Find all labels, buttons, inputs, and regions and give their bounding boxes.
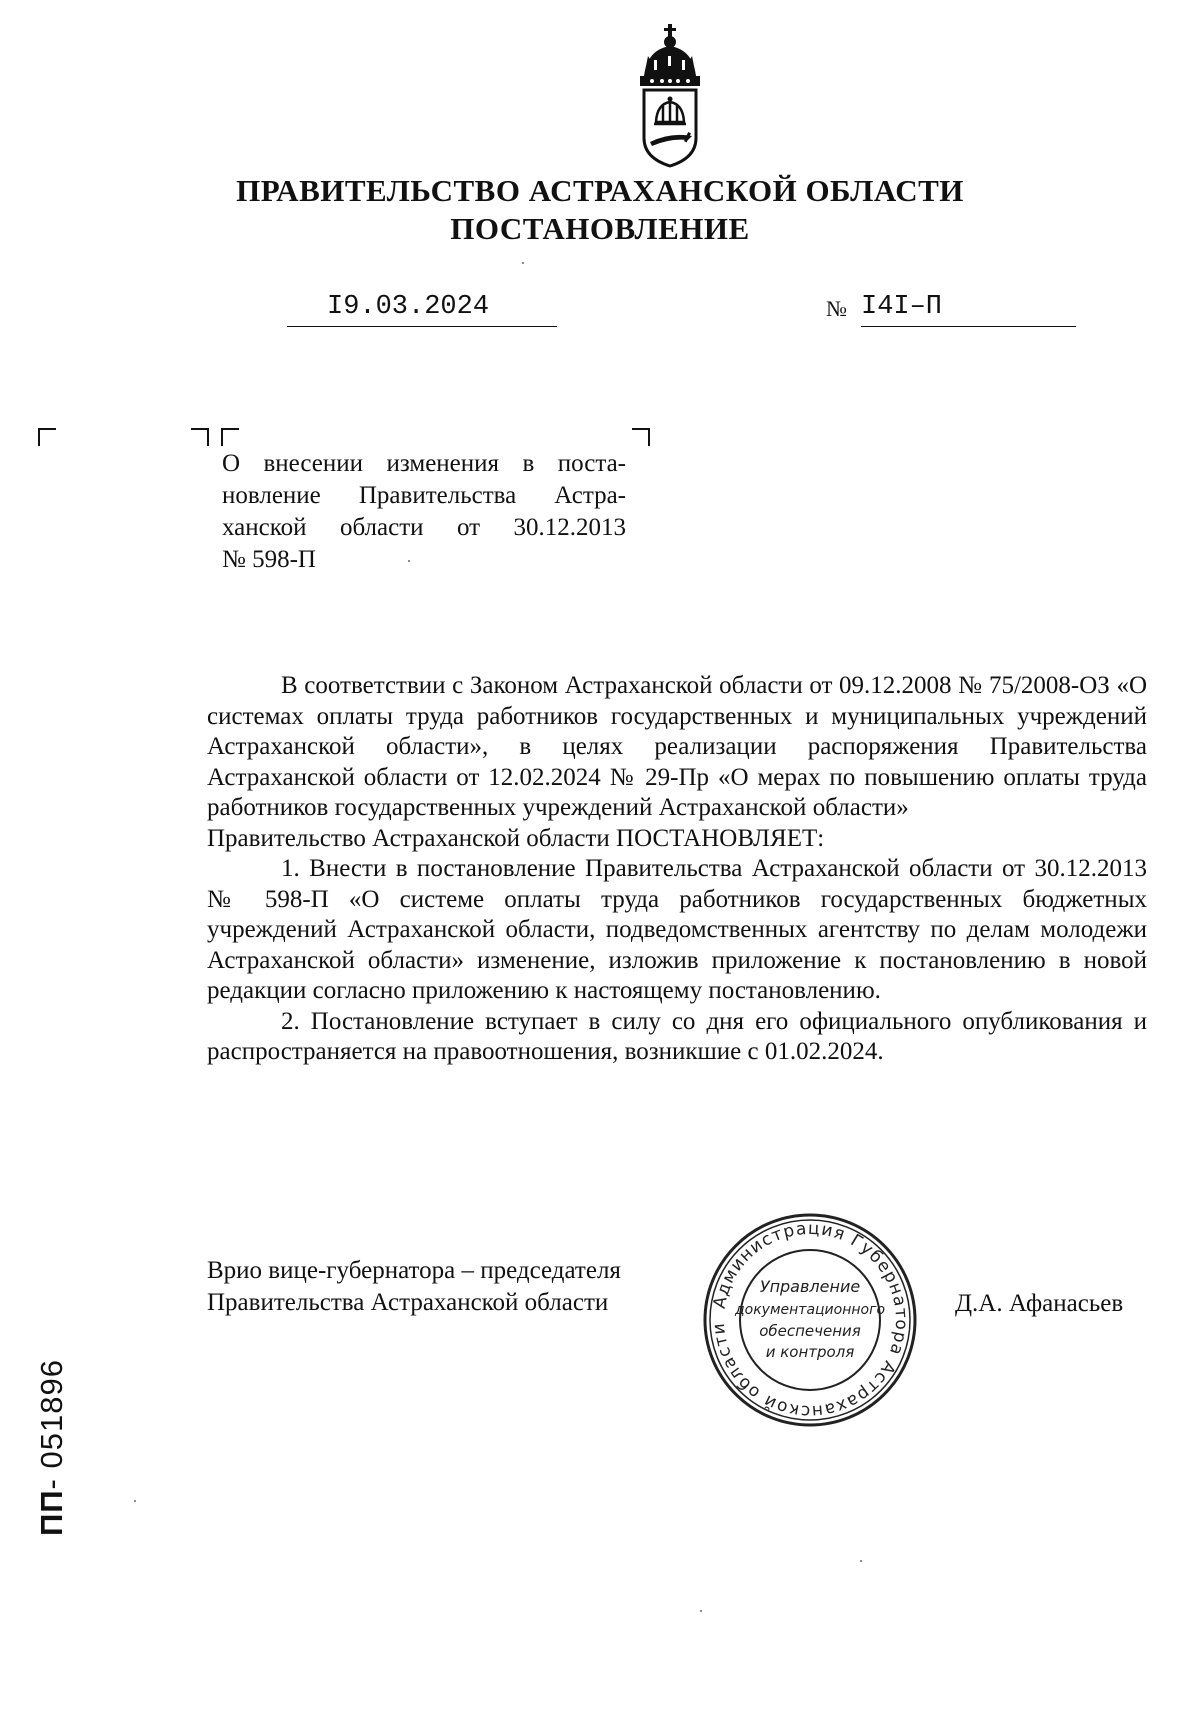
document-number: I4I–П xyxy=(861,292,943,322)
signatory-position xyxy=(207,1255,621,1319)
stamp-inner-line: и контроля xyxy=(765,1343,855,1361)
number-sign: № xyxy=(826,296,847,321)
scan-speck xyxy=(700,1610,702,1612)
preamble-paragraph: В соответствии с Законом Астраханской области от 09.12.2008 № 75/2008-ОЗ «О системах оплаты труда работников государственных и муниципальных учреждений Астраханской области», в целях реализации распоряжения Правительства Астраханской области от 12.02.2024 № 29-Пр «О мерах по повышению оплаты труда работников государственных учреждений Астраханской области» xyxy=(207,672,1147,821)
document-body xyxy=(207,671,1147,1068)
scan-speck xyxy=(408,560,410,562)
org-title: ПРАВИТЕЛЬСТВО АСТРАХАНСКОЙ ОБЛАСТИ xyxy=(236,173,964,208)
stamp-inner-line: Управление xyxy=(759,1277,861,1296)
doc-type-title: ПОСТАНОВЛЕНИЕ xyxy=(450,211,750,246)
stamp-outer-text: Администрация Губернатора Астраханской области xyxy=(708,1218,912,1422)
resolves-line: Правительство Астраханской области ПОСТАНОВЛЯЕТ: xyxy=(207,824,825,852)
registration-number: - 051896 xyxy=(34,1359,69,1490)
document-subject xyxy=(222,448,626,576)
item-2-paragraph: 2. Постановление вступает в силу со дня его официального опубликования и распространяется на правоотношения, возникшие с 01.02.2024. xyxy=(207,1007,1147,1065)
registration-code xyxy=(34,1336,70,1536)
subject-line: ханской области от 30.12.2013 xyxy=(222,514,626,541)
corner-mark xyxy=(632,428,650,446)
document-header xyxy=(0,172,1200,248)
subject-line: новление Правительства Астра- xyxy=(222,482,626,509)
date-field xyxy=(287,292,557,327)
position-line: Врио вице-губернатора – председателя xyxy=(207,1257,621,1284)
position-line: Правительства Астраханской области xyxy=(207,1289,609,1316)
scan-speck xyxy=(522,262,524,264)
subject-line: О внесении изменения в поста- xyxy=(222,450,626,477)
scan-speck xyxy=(860,1560,862,1562)
corner-mark xyxy=(191,428,209,446)
corner-mark xyxy=(221,428,239,446)
document-date: I9.03.2024 xyxy=(327,292,490,322)
coat-of-arms-icon xyxy=(630,20,710,170)
subject-line: № 598-П xyxy=(222,546,316,573)
registration-prefix: ПП xyxy=(34,1489,69,1536)
scan-speck xyxy=(134,1500,136,1502)
stamp-inner-line: обеспечения xyxy=(759,1322,861,1340)
stamp-inner-line: документационного xyxy=(734,1302,886,1318)
official-seal-icon xyxy=(700,1210,920,1430)
corner-mark xyxy=(38,428,56,446)
number-field xyxy=(861,292,1076,327)
signatory-name: Д.А. Афанасьев xyxy=(955,1290,1124,1317)
item-1-paragraph: 1. Внести в постановление Правительства Астраханской области от 30.12.2013 № 598-П «О системе оплаты труда работников государственных бюджетных учреждений Астраханской области, подведомственных агентству по делам молодежи Астраханской области» изменение, изложив приложение к постановлению в новой редакции согласно приложению к настоящему постановлению. xyxy=(207,855,1147,1004)
